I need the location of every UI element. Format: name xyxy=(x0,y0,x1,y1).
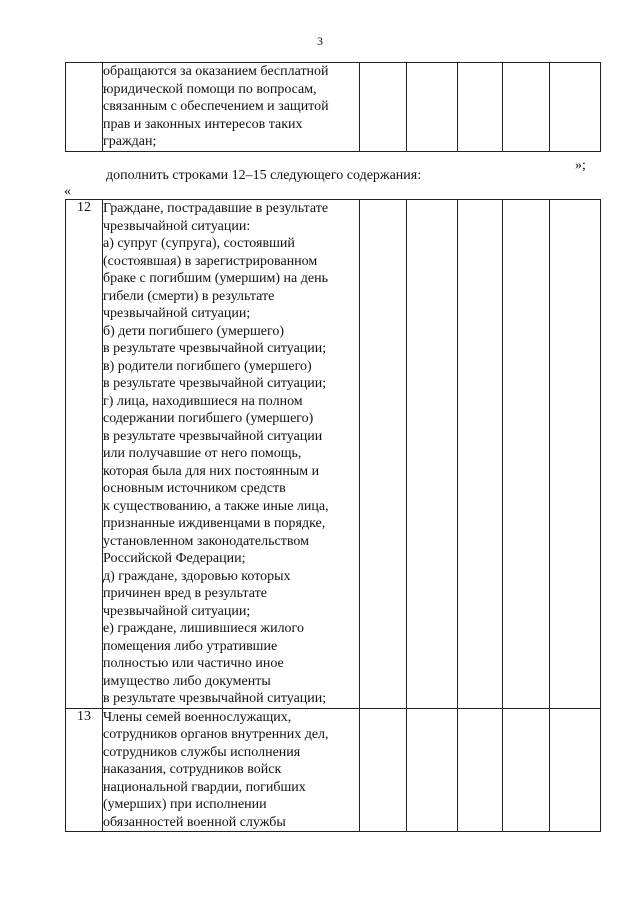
empty-cell xyxy=(503,708,550,832)
text-line: наказания, сотрудников войск xyxy=(103,762,282,777)
text-line: имущество либо документы xyxy=(103,673,271,689)
text-line: причинен вред в результате xyxy=(103,586,267,601)
empty-cell xyxy=(550,200,601,709)
text-line: в) родители погибшего (умершего) xyxy=(103,358,312,374)
text-line: а) супруг (супруга), состоявший xyxy=(103,236,295,251)
empty-cell xyxy=(407,708,458,832)
text-line: полностью или частично иное xyxy=(103,656,284,671)
table-row xyxy=(66,708,601,832)
text-line: в результате чрезвычайной ситуации xyxy=(103,428,323,444)
text-line: в результате чрезвычайной ситуации; xyxy=(103,341,327,356)
text-line: б) дети погибшего (умершего) xyxy=(103,323,285,339)
text-line: помещения либо утратившие xyxy=(103,638,278,654)
text-line: к существованию, а также иные лица, xyxy=(103,498,329,514)
row-number: 12 xyxy=(66,200,103,709)
text-line: юридической помощи по вопросам, xyxy=(103,81,317,97)
text-line: Российской Федерации; xyxy=(103,551,246,566)
table-row xyxy=(66,63,601,152)
previous-table-fragment xyxy=(65,62,601,152)
text-line: г) лица, находившиеся на полном xyxy=(103,393,303,409)
text-line: в результате чрезвычайной ситуации; xyxy=(103,691,327,706)
empty-cell xyxy=(360,708,407,832)
row-description xyxy=(103,200,360,709)
text-line: сотрудников службы исполнения xyxy=(103,744,301,760)
new-rows-table xyxy=(65,199,601,832)
amendment-text: дополнить строками 12–15 следующего содержания: xyxy=(106,168,422,183)
text-line: связанным с обеспечением и защитой xyxy=(103,99,329,114)
text-line: обязанностей военной службы xyxy=(103,814,286,830)
empty-cell xyxy=(458,200,503,709)
text-line: или получавшие от него помощь, xyxy=(103,446,302,461)
text-line: гибели (смерти) в результате xyxy=(103,288,275,304)
text-line: чрезвычайной ситуации; xyxy=(103,306,251,321)
empty-cell xyxy=(360,200,407,709)
text-line: (состоявшая) в зарегистрированном xyxy=(103,253,318,269)
empty-cell xyxy=(360,63,407,152)
text-line: обращаются за оказанием бесплатной xyxy=(103,64,329,79)
text-line: содержании погибшего (умершего) xyxy=(103,411,314,426)
opening-quote: « xyxy=(64,184,71,199)
text-line: е) граждане, лишившиеся жилого xyxy=(103,621,304,636)
closing-quote: »; xyxy=(575,158,586,173)
text-line: Члены семей военнослужащих, xyxy=(103,709,292,725)
text-line: чрезвычайной ситуации: xyxy=(103,218,251,234)
text-line: Граждане, пострадавшие в результате xyxy=(103,201,329,216)
empty-cell xyxy=(407,63,458,152)
text-line: признанные иждивенцами в порядке, xyxy=(103,516,326,531)
empty-cell xyxy=(503,63,550,152)
text-line: которая была для них постоянным и xyxy=(103,463,320,479)
empty-cell xyxy=(550,708,601,832)
row-number-cell xyxy=(66,63,103,152)
row-description xyxy=(103,63,360,152)
text-line: сотрудников органов внутренних дел, xyxy=(103,727,329,742)
text-line: установленном законодательством xyxy=(103,533,309,549)
row-number: 13 xyxy=(66,708,103,832)
text-line: браке с погибшим (умершим) на день xyxy=(103,271,328,286)
text-line: в результате чрезвычайной ситуации; xyxy=(103,376,327,391)
text-line: основным источником средств xyxy=(103,481,286,496)
text-line: (умерших) при исполнении xyxy=(103,797,267,812)
text-line: граждан; xyxy=(103,134,157,149)
empty-cell xyxy=(407,200,458,709)
page-number: 3 xyxy=(317,34,323,48)
text-line: д) граждане, здоровью которых xyxy=(103,568,291,584)
empty-cell xyxy=(503,200,550,709)
text-line: прав и законных интересов таких xyxy=(103,116,303,132)
empty-cell xyxy=(458,708,503,832)
text-line: национальной гвардии, погибших xyxy=(103,779,306,795)
text-line: чрезвычайной ситуации; xyxy=(103,603,251,619)
empty-cell xyxy=(458,63,503,152)
row-description xyxy=(103,708,360,832)
empty-cell xyxy=(550,63,601,152)
table-row xyxy=(66,200,601,709)
